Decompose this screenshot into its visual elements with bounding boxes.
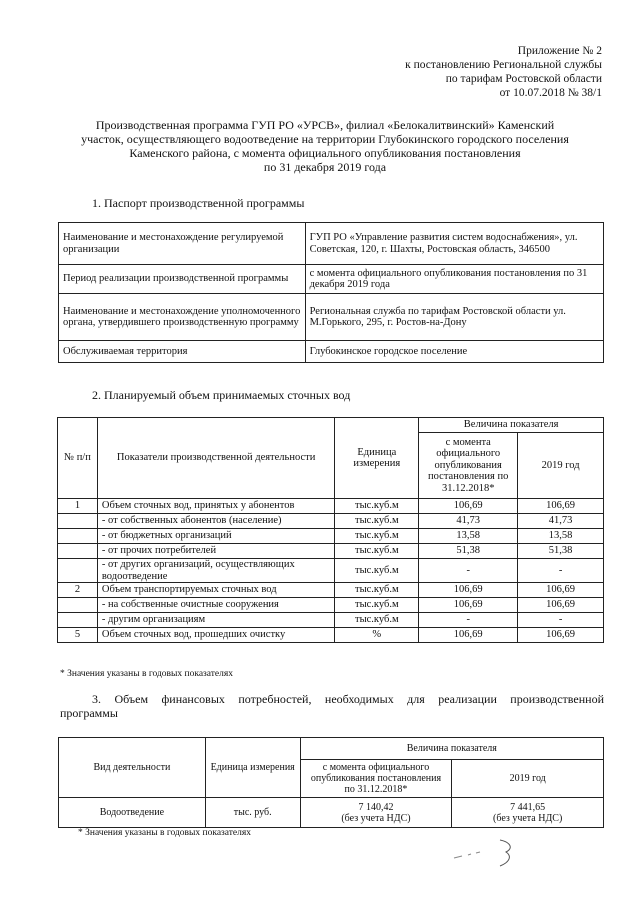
passport-row (59, 223, 604, 265)
table-row (58, 499, 604, 514)
header-col-b: 2019 год (518, 433, 604, 499)
cell-unit: тыс.куб.м (335, 559, 419, 583)
cell-label: Объем сточных вод, принятых у абонентов (97, 499, 334, 514)
cell-num (58, 598, 98, 613)
passport-row (59, 294, 604, 341)
appendix-line: по тарифам Ростовской области (445, 73, 602, 85)
appendix-line: Приложение № 2 (517, 45, 602, 57)
cell-a-value: 7 140,42 (358, 801, 394, 813)
header-indicator: Показатели производственной деятельности (97, 418, 334, 499)
passport-value: ГУП РО «Управление развития систем водоснабжения», ул. Советская, 120, г. Шахты, Ростовская область, 346500 (305, 223, 603, 265)
title-line: по 31 декабря 2019 года (263, 160, 387, 174)
cell-a: 106,69 (419, 628, 518, 643)
table-row (58, 583, 604, 598)
cell-num: 1 (58, 499, 98, 514)
section2-heading: 2. Планируемый объем принимаемых сточных вод (92, 388, 351, 402)
table-header-row (58, 418, 604, 433)
table-row (58, 559, 604, 583)
cell-label: - от других организаций, осуществляющих водоотведение (97, 559, 334, 583)
header-activity: Вид деятельности (59, 738, 206, 798)
header-unit: Единица измерения (335, 418, 419, 499)
cell-a: 13,58 (419, 529, 518, 544)
passport-row (59, 265, 604, 294)
table-row (58, 628, 604, 643)
cell-num (58, 559, 98, 583)
cell-a: 51,38 (419, 544, 518, 559)
wastewater-table (57, 417, 604, 643)
cell-label: Объем транспортируемых сточных вод (97, 583, 334, 598)
title-line: Каменского района, с момента официального опубликования постановления (129, 146, 521, 160)
passport-label: Обслуживаемая территория (59, 341, 306, 363)
header-col-b: 2019 год (452, 760, 604, 798)
cell-num (58, 613, 98, 628)
cell-b: - (518, 559, 604, 583)
cell-b (452, 798, 604, 828)
cell-a-note: (без учета НДС) (341, 812, 411, 824)
section3-heading: программы (60, 706, 118, 720)
table-header-row (59, 738, 604, 760)
table-row (58, 514, 604, 529)
header-num: № п/п (58, 418, 98, 499)
table-row (58, 598, 604, 613)
cell-b: 51,38 (518, 544, 604, 559)
header-value-group: Величина показателя (300, 738, 603, 760)
cell-a: 106,69 (419, 583, 518, 598)
section3-heading: 3. Объем финансовых потребностей, необходимых для реализации производственной (92, 692, 604, 706)
cell-a (300, 798, 452, 828)
cell-b-value: 7 441,65 (510, 801, 546, 813)
document-title (60, 118, 590, 174)
cell-num (58, 529, 98, 544)
cell-b: 41,73 (518, 514, 604, 529)
cell-label: Объем сточных вод, прошедших очистку (97, 628, 334, 643)
cell-a: 41,73 (419, 514, 518, 529)
cell-a: 106,69 (419, 598, 518, 613)
footnote: * Значения указаны в годовых показателях (60, 669, 234, 679)
financial-table (58, 737, 604, 828)
header-col-a: с момента официального опубликования постановления по 31.12.2018* (419, 433, 518, 499)
header-value-group: Величина показателя (419, 418, 604, 433)
passport-table (58, 222, 604, 363)
passport-label: Период реализации производственной программы (59, 265, 306, 294)
cell-unit: тыс.куб.м (335, 613, 419, 628)
passport-value: Региональная служба по тарифам Ростовской области ул. М.Горького, 295, г. Ростов-на-Дону (305, 294, 603, 341)
cell-b: 13,58 (518, 529, 604, 544)
cell-a: - (419, 559, 518, 583)
cell-unit: тыс.куб.м (335, 583, 419, 598)
cell-a: 106,69 (419, 499, 518, 514)
section1-heading: 1. Паспорт производственной программы (92, 196, 305, 210)
cell-unit: тыс. руб. (205, 798, 300, 828)
appendix-line: к постановлению Региональной службы (405, 59, 602, 71)
table-row (59, 798, 604, 828)
cell-unit: тыс.куб.м (335, 529, 419, 544)
cell-unit: тыс.куб.м (335, 598, 419, 613)
appendix-header (405, 44, 602, 100)
cell-label: - от бюджетных организаций (97, 529, 334, 544)
header-unit: Единица измерения (205, 738, 300, 798)
signature-mark (440, 832, 530, 872)
passport-value: Глубокинское городское поселение (305, 341, 603, 363)
footnote: * Значения указаны в годовых показателях (78, 828, 252, 838)
cell-unit: % (335, 628, 419, 643)
cell-b: 106,69 (518, 598, 604, 613)
title-line: Производственная программа ГУП РО «УРСВ», филиал «Белокалитвинский» Каменский (95, 118, 555, 132)
table-row (58, 544, 604, 559)
cell-num (58, 514, 98, 529)
passport-value: с момента официального опубликования постановления по 31 декабря 2019 года (305, 265, 603, 294)
cell-b: 106,69 (518, 628, 604, 643)
cell-num (58, 544, 98, 559)
cell-label: - на собственные очистные сооружения (97, 598, 334, 613)
cell-label: - от прочих потребителей (97, 544, 334, 559)
cell-a: - (419, 613, 518, 628)
header-col-a: с момента официального опубликования постановления по 31.12.2018* (300, 760, 452, 798)
cell-label: - другим организациям (97, 613, 334, 628)
cell-label: - от собственных абонентов (население) (97, 514, 334, 529)
cell-unit: тыс.куб.м (335, 544, 419, 559)
cell-b: - (518, 613, 604, 628)
cell-b: 106,69 (518, 583, 604, 598)
passport-label: Наименование и местонахождение регулируемой организации (59, 223, 306, 265)
cell-activity: Водоотведение (59, 798, 206, 828)
appendix-line: от 10.07.2018 № 38/1 (499, 87, 602, 99)
title-line: участок, осуществляющего водоотведение на территории Глубокинского городского поселения (81, 132, 569, 146)
passport-row (59, 341, 604, 363)
table-row (58, 529, 604, 544)
passport-label: Наименование и местонахождение уполномоченного органа, утвердившего производственную программу (59, 294, 306, 341)
cell-unit: тыс.куб.м (335, 499, 419, 514)
cell-num: 2 (58, 583, 98, 598)
cell-num: 5 (58, 628, 98, 643)
cell-b: 106,69 (518, 499, 604, 514)
table-row (58, 613, 604, 628)
cell-unit: тыс.куб.м (335, 514, 419, 529)
cell-b-note: (без учета НДС) (493, 812, 563, 824)
